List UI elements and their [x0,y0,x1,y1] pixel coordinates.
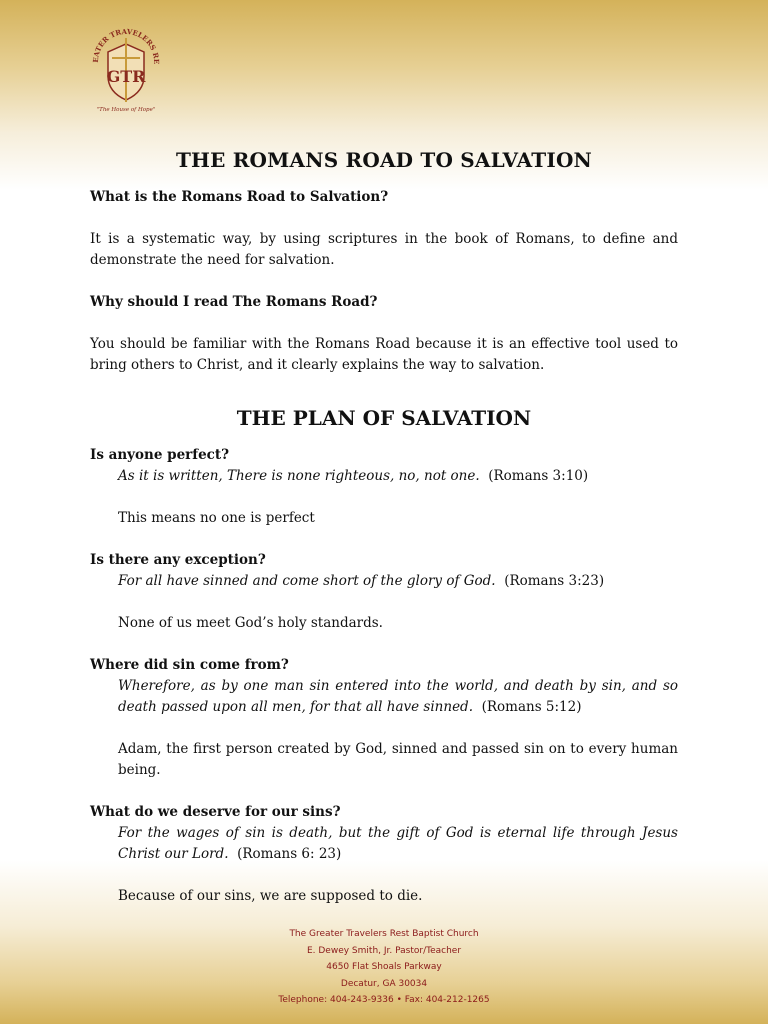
intro-question: Why should I read The Romans Road? [90,294,378,310]
scripture-verse [90,823,678,865]
document-body [90,150,678,907]
verse-reference: (Romans 6: 23) [237,846,342,862]
scripture-verse [90,466,678,487]
verse-reference: (Romans 3:23) [504,573,605,589]
verse-text: Wherefore, as by one man sin entered into the world, and death by sin, and so death passed upon all men, for that all have sinned. [118,678,678,715]
page-title: THE ROMANS ROAD TO SALVATION [175,148,593,172]
plan-note: This means no one is perfect [118,510,315,526]
plan-note: None of us meet God’s holy standards. [118,615,383,631]
intro-question: What is the Romans Road to Salvation? [90,189,389,205]
plan-question: What do we deserve for our sins? [90,804,341,820]
footer-city: Decatur, GA 30034 [340,978,428,989]
scripture-verse [90,676,678,718]
plan-note: Adam, the first person created by God, sinned and passed sin on to every human being. [118,741,678,778]
verse-text: As it is written, There is none righteous, no, not one. [118,468,480,484]
plan-question: Is anyone perfect? [90,447,230,463]
section-title: THE PLAN OF SALVATION [236,406,532,430]
footer-street: 4650 Flat Shoals Parkway [326,962,442,972]
logo-arc-text: EATER TRAVELERS RE [90,26,162,65]
verse-reference: (Romans 3:10) [488,468,589,484]
church-logo [86,18,164,116]
plan-question: Is there any exception? [90,552,266,568]
footer-pastor: E. Dewey Smith, Jr. Pastor/Teacher [306,945,462,956]
scripture-verse [90,571,678,592]
logo-monogram: GTR [106,67,146,86]
intro-answer: It is a systematic way, by using scriptures in the book of Romans, to define and demonstrate the need for salvation. [90,231,678,268]
verse-text: For the wages of sin is death, but the gift of God is eternal life through Jesus Christ our Lord. [118,825,678,862]
plan-note: Because of our sins, we are supposed to die. [118,888,423,904]
plan-question: Where did sin come from? [90,657,289,673]
intro-answer: You should be familiar with the Romans Road because it is an effective tool used to bring others to Christ, and it clearly explains the way to salvation. [90,336,678,373]
church-logo-emblem [86,18,164,116]
footer-church-name: The Greater Travelers Rest Baptist Church [289,929,479,939]
footer-contact: Telephone: 404-243-9336 • Fax: 404-212-1265 [278,995,490,1005]
verse-text: For all have sinned and come short of the glory of God. [118,573,496,589]
verse-reference: (Romans 5:12) [481,699,582,715]
church-footer [0,926,768,1009]
logo-motto: "The House of Hope" [96,107,156,113]
